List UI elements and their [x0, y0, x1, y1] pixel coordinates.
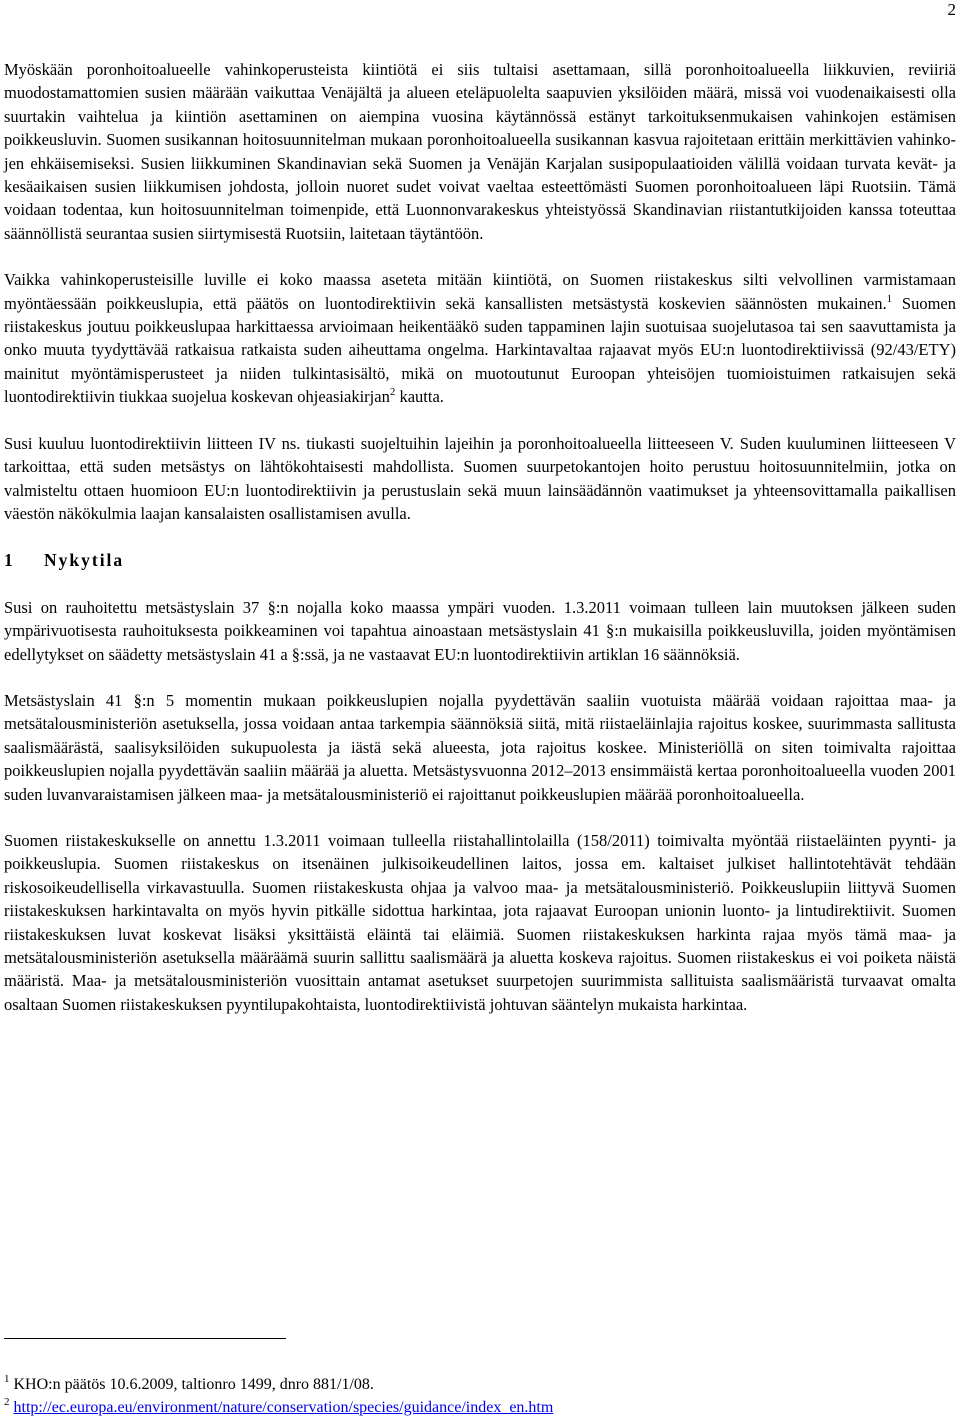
- paragraph: Metsästyslain 41 §:n 5 momentin mukaan poikkeuslupien nojalla pyydettävän saaliin vuotuista määrää voidaan rajoittaa maa- ja metsätalousministeriön asetuksella, jossa voidaan antaa tarkempia säännöksiä siitä, mitä riistaeläinlajia rajoitus koskee, suurimmasta sallitusta saalismäärästä, saalisyksilöiden sukupuolesta ja iästä sekä alueesta, jota rajoitus koskee. Ministeriöllä on siten toimivalta rajoittaa poikkeuslupien nojalla pyydettävän saaliin määrää ja aluetta. Metsästysvuonna 2012–2013 ensimmäistä kertaa poronhoitoalueella vuoden 2001 suden luvanvaraistamisen jälkeen maa- ja metsätalousministeriö ei rajoittanut poikkeuslupien määrää poronhoitoalueella.: [4, 690, 956, 804]
- section-title: Nykytila: [44, 550, 125, 571]
- paragraph: Susi on rauhoitettu metsästyslain 37 §:n nojalla koko maassa ympäri vuoden. 1.3.2011 voimaan tulleen lain muutoksen jälkeen suden ympärivuotisesta rauhoituksesta poikkeaminen voi tapahtua ainoastaan metsästyslain 41 §:n mukaisilla poikkeusluvilla, joiden myöntämisen edellytykset on säädetty metsästyslain 41 a §:ssä, ja ne vastaavat EU:n luontodirektiivin artiklan 16 säännöksiä.: [4, 597, 956, 664]
- footnote: [4, 1374, 956, 1397]
- footnote-divider: [4, 1338, 286, 1339]
- footnote-reference[interactable]: 1: [886, 292, 893, 305]
- paragraph: Myöskään poronhoitoalueelle vahinkoperusteista kiintiötä ei siis tultaisi asettamaan, sillä poronhoitoalueella liikkuvien, reviiriä muodostamattomien susien määrään vaikuttaa Venäjältä ja alueen eteläpuolelta saapuvien yksilöiden määrä, missä voi vuodenaikaisesti olla suurtakin vaihtelua ja kiintiön asettaminen on aiempina vuosina käytännössä estänyt tarkoituksenmukaisen vahinkojen estämisen poikkeusluvin. Suomen susikannan hoitosuunnitelman mukaan poronhoitoalueella susikannan kasvua rajoitetaan erittäin merkittävien vahinkojen ehkäisemiseksi. Susien liikkuminen Skandinavian sekä Suomen ja Venäjän Karjalan susipopulaatioiden välillä voidaan turvata kevät- ja kesäaikaisen susien liikkumisen johdosta, jolloin nuoret sudet voivat vaeltaa esteettömästi Suomen poronhoitoalueen läpi Ruotsiin. Tämä voidaan todentaa, kun hoitosuunnitelman toimenpide, että Luonnonvarakeskus yhteistyössä Skandinavian riistantutkijoiden kanssa toteuttaa säännöllistä seurantaa susien siirtymisestä Ruotsiin, laitetaan täytäntöön.: [4, 60, 956, 243]
- footnotes: [4, 1374, 956, 1419]
- page-number: 2: [947, 0, 956, 19]
- paragraph: [4, 268, 956, 408]
- footnote-marker: 2: [4, 1395, 10, 1408]
- paragraph: Susi kuuluu luontodirektiivin liitteen IV ns. tiukasti suojeltuihin lajeihin ja poronhoitoalueella liitteeseen V. Suden kuuluminen liitteeseen V tarkoittaa, että suden metsästys on lähtökohtaisesti mahdollista. Suomen suurpetokantojen hoito perustuu hoitosuunnitelmiin, jotka on valmisteltu ottaen huomioon EU:n luontodirektiivin ja perustuslain sekä muun lainsäädännön vaatimukset ja yhteensovittamalla paikallisen väestön näkökulmia laajan kansalaisten osallistamisen avulla.: [4, 433, 956, 523]
- paragraph-text: Vaikka vahinkoperusteisille luville ei koko maassa aseteta mitään kiintiötä, on Suomen riistakeskus silti velvollinen varmistamaan myöntäessään poikkeuslupia, että päätös on luontodirektiivin sekä kansallisten metsästystä koskevien säännösten mukainen.: [4, 270, 956, 313]
- footnote-marker: 1: [4, 1373, 10, 1385]
- paragraph-text: Suomen riistakeskus joutuu poikkeuslupaa harkittaessa arvioimaan heikentääkö suden tappaminen lajin suotuisaa suojelutasoa tai sen saavuttamista ja onko muuta tyydyttävää ratkaisua ratkaista suden aiheuttama ongelma. Harkintavaltaa rajaavat myös EU:n luontodirektiivissä (92/43/ETY) mainitut myöntämisperusteet ja niiden tulkintasisältö, mikä on muotoutunut Euroopan yhteisöjen tuomioistuimen ratkaisujen sekä luontodirektiivin tiukkaa suojelua koskevan ohjeasiakirjan: [4, 293, 956, 407]
- guidance-link[interactable]: http://ec.europa.eu/environment/nature/conservation/species/guidance/index_en.htm: [13, 1398, 554, 1416]
- paragraph-text: kautta.: [395, 387, 444, 407]
- document-body: [4, 58, 956, 1016]
- footnote-reference[interactable]: 2: [389, 386, 396, 399]
- footnote-text: KHO:n päätös 10.6.2009, taltionro 1499, dnro 881/1/08.: [9, 1376, 374, 1393]
- section-heading: [4, 549, 956, 572]
- section-number: 1: [4, 550, 13, 571]
- footnote: [4, 1397, 956, 1420]
- paragraph: Suomen riistakeskukselle on annettu 1.3.2011 voimaan tulleella riistahallintolailla (158/2011) toimivalta myöntää riistaeläinten pyynti- ja poikkeuslupia. Suomen riistakeskus on itsenäinen julkisoikeudellinen laitos, jossa em. kaltaiset julkiset hallintotehtävät tehdään riskosoikeudellisella virkavastuulla. Suomen riistakeskusta ohjaa ja valvoo maa- ja metsätalousministeriö. Poikkeuslupiin liittyvä Suomen riistakeskuksen harkintavalta on myös hyvin pitkälle sidottua harkintaa, jota rajaavat Euroopan unionin luonto- ja lintudirektiivit. Suomen riistakeskuksen luvat koskevat lisäksi yksittäistä eläintä tai eläimiä. Suomen riistakeskuksen harkinta rajaa myös tämä maa- ja metsätalousministeriön asetuksella määräämä suurin sallittu saalismäärä ja aluetta koskeva rajoitus. Suomen riistakeskus ei voi poiketa näistä määristä. Maa- ja metsätalousministeriön vuosittain antamat asetukset suurpetojen suurimmista sallituista saalismääristä turvaavat omalta osaltaan Suomen riistakeskuksen pyyntilupakohtaista, luontodirektiivistä johtuvan sääntelyn mukaista harkintaa.: [4, 830, 956, 1014]
